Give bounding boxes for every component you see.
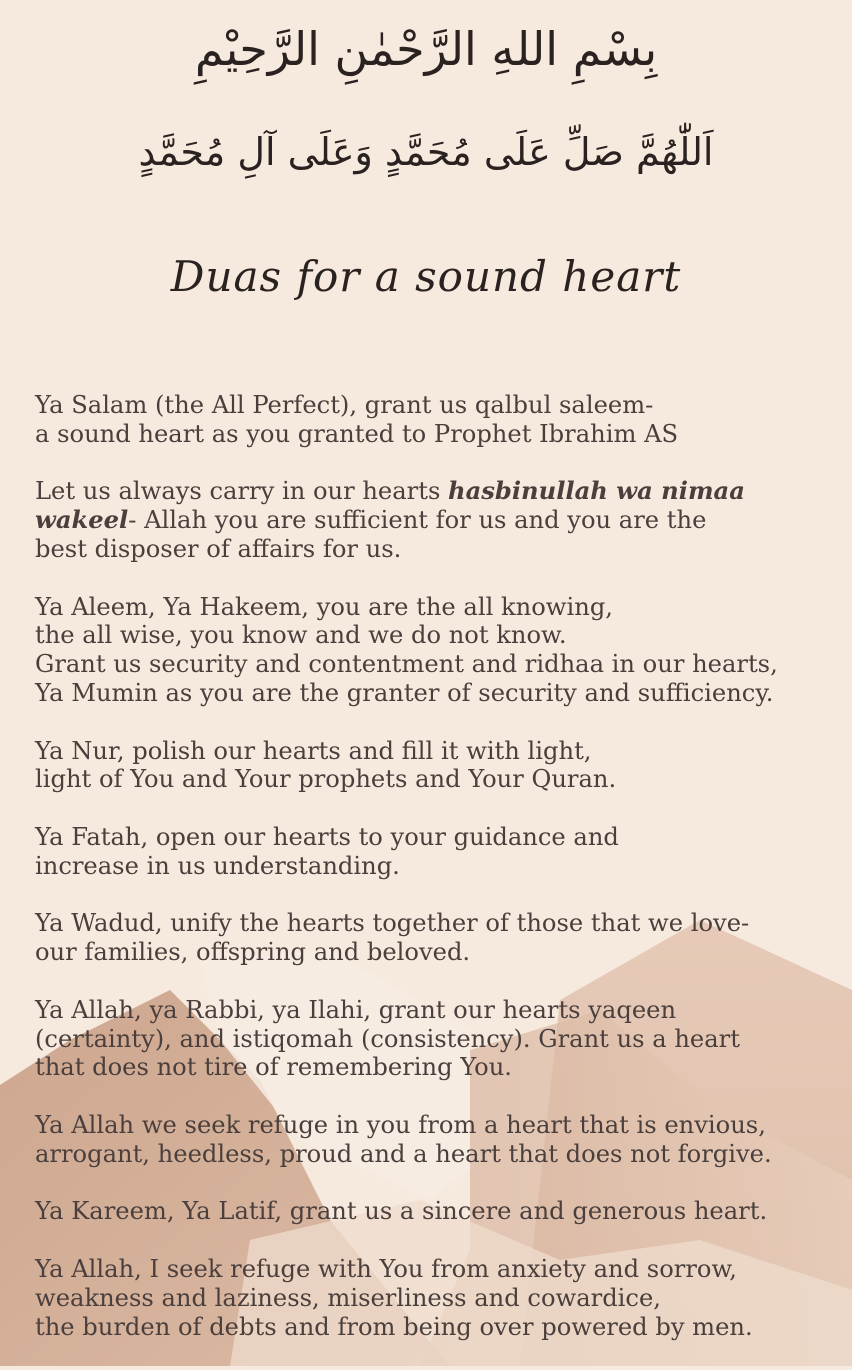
dua-paragraph <box>35 823 835 881</box>
dua-paragraph <box>35 1197 835 1226</box>
dua-line: Ya Wadud, unify the hearts together of those that we love- <box>35 909 750 938</box>
dua-paragraph <box>35 391 835 449</box>
dua-line: Ya Salam (the All Perfect), grant us qalbul saleem- <box>35 391 654 419</box>
dua-line: that does not tire of remembering You. <box>35 1053 512 1082</box>
duas-list <box>35 391 835 1370</box>
dua-paragraph <box>35 996 835 1082</box>
dua-line: wakeel- Allah you are sufficient for us and you are the <box>35 505 707 535</box>
dua-line: our families, offspring and beloved. <box>35 938 471 967</box>
dua-line: light of You and Your prophets and Your Quran. <box>35 765 617 794</box>
dua-line: Ya Allah, ya Rabbi, ya Ilahi, grant our hearts yaqeen <box>35 995 677 1024</box>
dua-paragraph <box>35 1111 835 1169</box>
dua-paragraph <box>35 1255 835 1341</box>
dua-line: Ya Mumin as you are the granter of security and sufficiency. <box>35 678 774 707</box>
dua-line: Ya Kareem, Ya Latif, grant us a sincere and generous heart. <box>35 1197 768 1226</box>
dua-line: Grant us security and contentment and ridhaa in our hearts, <box>35 650 778 679</box>
dua-paragraph <box>35 593 835 708</box>
bismillah-calligraphy: بِسْمِ اللهِ الرَّحْمٰنِ الرَّحِيْمِ <box>194 22 658 76</box>
emphasis-text: wakeel <box>35 505 129 535</box>
dua-line: Ya Fatah, open our hearts to your guidance and <box>35 822 619 851</box>
dua-line: the burden of debts and from being over powered by men. <box>35 1312 753 1341</box>
dua-paragraph <box>35 477 835 563</box>
dua-line: Ya Nur, polish our hearts and fill it with light, <box>35 736 592 765</box>
page-title: Duas for a sound heart <box>170 252 682 301</box>
dua-line: increase in us understanding. <box>35 851 400 880</box>
dua-line: Ya Aleem, Ya Hakeem, you are the all knowing, <box>35 592 613 621</box>
dua-paragraph <box>35 909 835 967</box>
emphasis-text: hasbinullah wa nimaa <box>448 476 745 506</box>
dua-paragraph <box>35 737 835 795</box>
dua-line: (certainty), and istiqomah (consistency). Grant us a heart <box>35 1024 740 1053</box>
dua-line: Ya Allah we seek refuge in you from a heart that is envious, <box>35 1110 766 1139</box>
dua-line: the all wise, you know and we do not know. <box>35 621 567 650</box>
salawat-text: اَللّٰهُمَّ صَلِّ عَلَى مُحَمَّدٍ وَعَلَى آلِ مُحَمَّدٍ <box>138 130 714 174</box>
dua-line: weakness and laziness, miserliness and cowardice, <box>35 1283 661 1312</box>
dua-line: Let us always carry in our hearts hasbinullah wa nimaa <box>35 476 745 506</box>
dua-line: Ya Allah, I seek refuge with You from anxiety and sorrow, <box>35 1254 737 1283</box>
dua-line: arrogant, heedless, proud and a heart that does not forgive. <box>35 1139 772 1168</box>
dua-line: best disposer of affairs for us. <box>35 534 402 563</box>
dua-line: a sound heart as you granted to Prophet Ibrahim AS <box>35 419 679 448</box>
